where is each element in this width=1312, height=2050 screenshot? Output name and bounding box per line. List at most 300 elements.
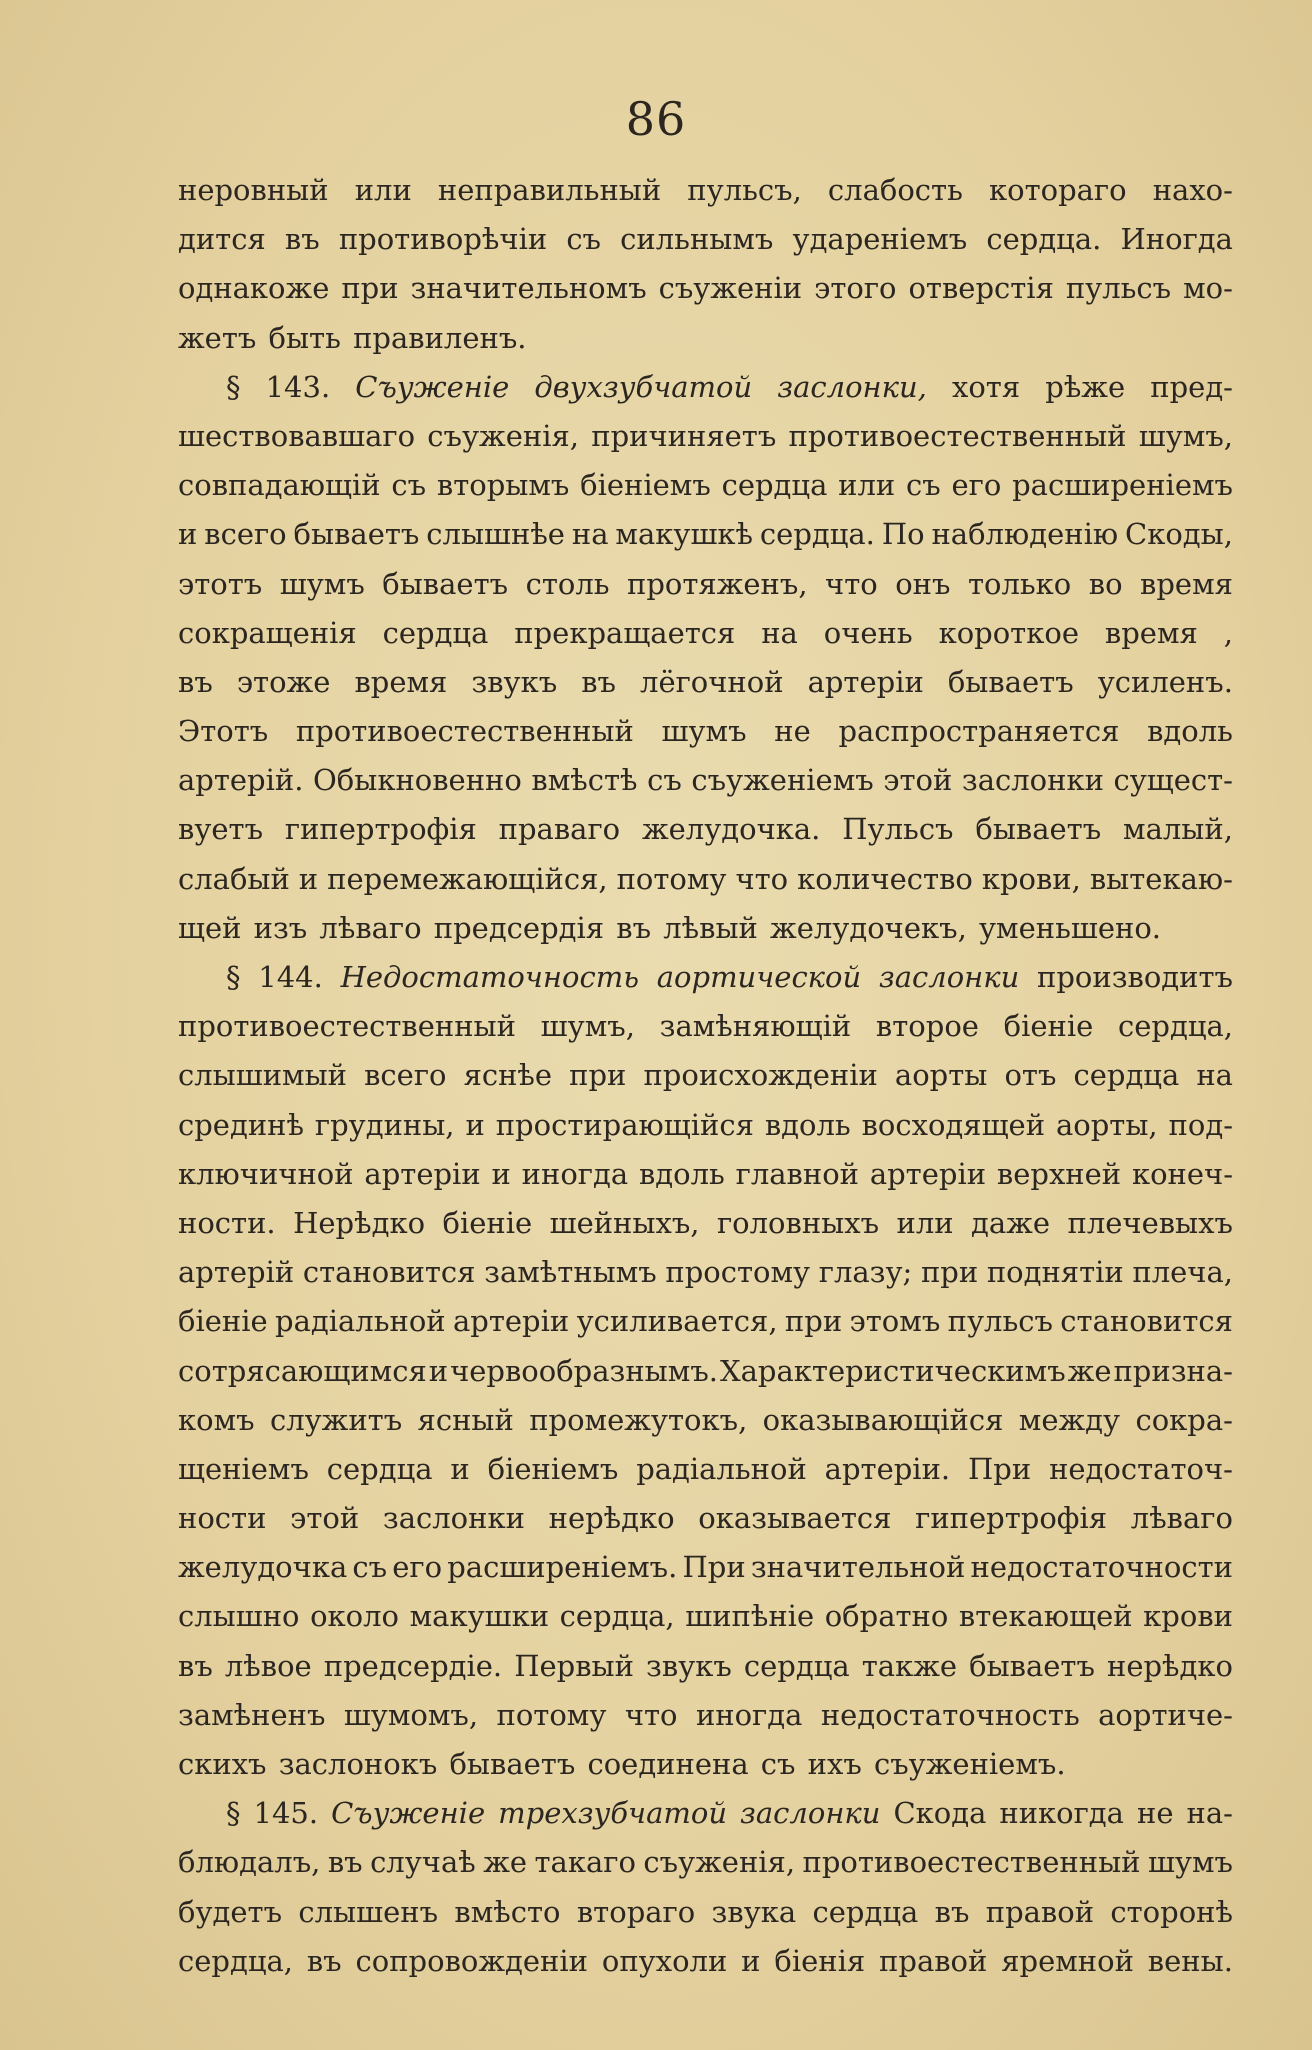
word: съ [566,222,602,257]
word: сердца, [178,1943,293,1978]
text-line [178,1691,1233,1740]
italic-heading-word: Съуженіе [331,1796,486,1831]
word: сердца. [759,517,875,552]
word: съ [760,1747,796,1781]
word: и [465,1107,485,1142]
word: артерій. [178,763,304,798]
word: бываетъ [969,1648,1095,1683]
word: біеніе [1003,1009,1094,1044]
word: При [682,1550,746,1585]
word: артеріи [364,1156,481,1191]
word: шейныхъ, [549,1205,700,1240]
word: съ [391,468,427,503]
word: становится [302,1255,476,1290]
word: По [881,517,925,552]
word: быть [268,320,341,355]
word: лѣваго [319,910,422,945]
word: противорѣчіи [338,222,548,257]
word: этоже [236,664,331,699]
word: щей [178,910,242,945]
word: на [761,615,798,650]
text-line [178,560,1233,609]
word: заслонокъ [278,1747,438,1781]
word: опухоли [601,1943,728,1978]
word: потому [616,861,727,896]
word: замѣненъ [178,1697,326,1732]
word: при [341,271,399,306]
word: сердца [812,1894,919,1929]
word: время [354,664,448,699]
word: при [920,1255,979,1290]
word: же [1067,1353,1112,1388]
word: слабый [178,861,290,896]
word: этомъ [849,1304,941,1339]
word: и [450,1451,470,1486]
word: сокра- [1135,1402,1233,1437]
word: вдоль [1147,714,1233,749]
word: случаѣ [370,1845,476,1880]
word: замѣняющій [659,1009,852,1044]
word: его [951,468,1002,503]
word: сердца [382,615,489,650]
word: слышнѣе [426,517,565,552]
text-line [178,1297,1233,1346]
word: сущест- [1113,763,1233,798]
text-line [178,1494,1233,1543]
word: грудины, [314,1107,455,1142]
word: сердца [721,468,828,503]
body-text [178,166,1233,1986]
word: артерій [178,1255,295,1290]
word: блюдалъ, [178,1845,321,1880]
text-line [178,707,1233,756]
word: гипертрофія [915,1501,1108,1536]
word: При [968,1451,1032,1486]
text-line [178,363,1233,412]
word: или [354,173,412,207]
word: пред- [1150,369,1233,404]
word: пульсъ [947,1304,1053,1339]
word: на [1196,1058,1233,1093]
word: , [1223,615,1233,650]
word: уменьшено. [978,910,1162,945]
word: звука [711,1894,797,1929]
word: иногда [521,1156,629,1191]
word: слышенъ [298,1894,439,1929]
word: короткое [938,615,1079,650]
word: мо- [1183,271,1233,306]
word: плеча, [1132,1255,1233,1290]
word: котораго [988,173,1127,207]
text-line [178,658,1233,707]
text-line [178,1789,1233,1838]
word: усиливается, [576,1304,778,1339]
word: правой [985,1894,1095,1929]
word: лѣвое [224,1648,312,1683]
word: сердца, [559,1599,675,1634]
word: радіальной [275,1304,446,1339]
word: сопровожденіи [355,1943,588,1978]
word: значительномъ [410,271,647,306]
word: ности [178,1501,267,1536]
text-line [178,1150,1233,1199]
word: крови, [981,861,1081,896]
word: сотрясающимся [178,1353,427,1388]
word: этотъ [178,566,263,601]
word: во [1088,566,1123,601]
text-line [178,1937,1233,1986]
word: или [838,468,896,503]
word: ясный [417,1402,514,1437]
word: Скода [893,1796,987,1831]
word: пульсъ, [687,173,802,207]
word: совпадающій [178,468,381,503]
word: предсердіе. [323,1648,503,1683]
word: восходящей [861,1107,1046,1142]
word: въ [306,1943,342,1978]
word: промежутокъ, [529,1402,748,1437]
word: значительной [750,1550,966,1585]
word: нерѣдко [548,1501,675,1536]
word: оказывается [698,1501,892,1536]
word: головныхъ [716,1205,880,1240]
word: нерѣдко [1107,1648,1233,1683]
word: причиняетъ [591,418,777,453]
word: артеріи [807,664,924,699]
word: желудочекъ, [770,910,967,945]
word: Скоды, [1125,517,1233,552]
text-line [178,1642,1233,1691]
word: артеріи. [824,1451,951,1486]
word: 145. [253,1796,319,1831]
word: под- [1168,1107,1233,1142]
text-line [178,1002,1233,1051]
word: плечевыхъ [1067,1205,1233,1240]
word: въ [327,1845,363,1880]
text-line [178,953,1233,1002]
word: недостаточности [970,1550,1233,1585]
word: звукъ [471,664,558,699]
italic-heading-word: заслонки, [777,369,927,404]
text-line [178,1248,1233,1297]
word: въ [178,1648,213,1683]
word: бываетъ [975,812,1102,847]
word: біеніемъ [487,1451,619,1486]
word: сердца [326,1451,433,1486]
word: иногда [695,1697,803,1732]
word: бываетъ [293,517,420,552]
word: червообразнымъ. [450,1353,718,1388]
word: праваго [498,812,621,847]
word: съуженіи [658,271,803,306]
word: шумъ, [1138,418,1233,453]
word: поднятіи [986,1255,1124,1290]
word: противоестественный [788,418,1127,453]
page-number: 86 [625,92,687,146]
word: что [735,861,789,896]
word: втораго [576,1894,696,1929]
word: главной [735,1156,859,1191]
word: противоестественный [178,1009,516,1044]
word: обратно [824,1599,949,1634]
word: біеніе [178,1304,268,1339]
word: и [178,517,198,552]
word: шумомъ, [343,1697,479,1732]
word: и [428,1353,449,1388]
word: скихъ [178,1747,267,1781]
italic-heading-word: трехзубчатой [498,1796,728,1831]
word: ности. [178,1205,276,1240]
word: протяженъ, [627,566,808,601]
word: ключичной [178,1156,354,1191]
word: яремной [1001,1943,1134,1978]
word: сердца, [1118,1009,1233,1044]
text-line [178,412,1233,461]
word: потому [496,1697,607,1732]
word: хотя [951,369,1021,404]
word: на- [1186,1796,1233,1831]
word: сокращенія [178,615,357,650]
word: заслонки [382,1501,525,1536]
word: лѣваго [1130,1501,1233,1536]
word: втекающей [958,1599,1133,1634]
word: съуженія, [427,418,580,453]
text-line [178,1838,1233,1887]
text-line [178,314,1233,363]
text-line [178,461,1233,510]
text-line [178,264,1233,313]
word: только [967,566,1072,601]
word: столь [525,566,610,601]
word: съуженіемъ [691,763,874,798]
word: сердца [1073,1058,1180,1093]
word: производитъ [1037,960,1233,994]
word: противоестественный [295,714,634,749]
word: вдоль [638,1156,725,1191]
word: слабость [827,173,963,207]
word: и [298,861,319,896]
word: верхней [996,1156,1122,1191]
word: всего [364,1058,447,1093]
word: очень [823,615,913,650]
word: рѣже [1045,369,1126,404]
word: біенія [774,1943,866,1978]
word: аорты [894,1058,988,1093]
word: 144. [258,960,323,994]
word: количество [797,861,973,896]
word: прекращается [514,615,736,650]
word: не [774,714,811,749]
word: желудочка. [641,812,821,847]
word: звукъ [646,1648,732,1683]
word: шумъ, [540,1009,635,1044]
word: становится [1060,1304,1233,1339]
word: отверстія [908,271,1054,306]
word: заслонки [961,763,1104,798]
word: § [226,960,241,994]
word: съ [647,763,682,798]
text-line [178,1101,1233,1150]
word: Пульсъ [842,812,954,847]
text-line [178,1592,1233,1641]
word: гипертрофія [284,812,477,847]
word: шипѣніе [685,1599,815,1634]
word: недостаточность [820,1697,1080,1732]
word: бываетъ [449,1747,576,1781]
word: срединѣ [178,1107,304,1142]
word: сердца [743,1648,850,1683]
word: правой [879,1943,988,1978]
word: что [825,566,878,601]
word: яснѣе [463,1058,553,1093]
word: съ [906,468,941,503]
word: ихъ [807,1747,862,1781]
word: вдоль [764,1107,851,1142]
text-line [178,855,1233,904]
word: этого [814,271,897,306]
word: простому [665,1255,811,1290]
word: призна- [1113,1353,1233,1388]
word: неровный [178,173,329,207]
word: глазу; [818,1255,913,1290]
word: въ [934,1894,970,1929]
italic-heading-word: аортической [656,960,862,994]
word: вмѣстѣ [531,763,638,798]
italic-heading-word: Съуженіе [355,369,510,404]
word: же [483,1845,528,1880]
word: шествовавшаго [178,418,416,453]
word: малый, [1123,812,1233,847]
word: вены. [1147,1943,1233,1978]
word: предсердія [433,910,605,945]
word: біеніемъ [580,468,711,503]
word: отъ [1004,1058,1057,1093]
word: простирающійся [495,1107,754,1142]
word: лёгочной [640,664,784,699]
word: шумъ [279,566,365,601]
word: происхожденіи [643,1058,878,1093]
word: Характеристическимъ [719,1353,1066,1388]
word: или [896,1205,954,1240]
word: перемежающійся, [327,861,608,896]
word: время [1104,615,1198,650]
word: недостаточ- [1049,1451,1233,1486]
word: Нерѣдко [293,1205,426,1240]
word: шумъ [661,714,747,749]
word: однакоже [178,271,330,306]
word: крови [1143,1599,1233,1634]
word: Этотъ [178,714,269,749]
word: онъ [895,566,951,601]
word: комъ [178,1402,255,1437]
word: Иногда [1120,222,1233,257]
word: аортиче- [1098,1697,1233,1732]
word: около [310,1599,400,1634]
word: бываетъ [382,566,509,601]
word: даже [971,1205,1051,1240]
word: наблюденію [931,517,1119,552]
text-line [178,215,1233,264]
word: въ [284,222,320,257]
word: сильнымъ [620,222,774,257]
word: также [861,1648,958,1683]
word: на [571,517,609,552]
text-line [178,1543,1233,1592]
word: усиленъ. [1097,664,1233,699]
text-line [178,756,1233,805]
word: жетъ [178,320,257,355]
word: съуженіемъ. [873,1747,1066,1781]
word: нахо- [1152,173,1233,207]
word: пульсъ [1065,271,1172,306]
word: макушкѣ [615,517,754,552]
word: расширеніемъ [1012,468,1233,503]
word: всего [204,517,287,552]
word: Обыкновенно [313,763,522,798]
word: радіальной [636,1451,807,1486]
italic-heading-word: двухзубчатой [534,369,753,404]
word: между [1018,1402,1121,1437]
word: съ [352,1550,388,1585]
text-line [178,1445,1233,1494]
word: изъ [253,910,308,945]
word: правиленъ. [353,320,527,355]
word: артеріи [453,1304,570,1339]
word: служитъ [269,1402,403,1437]
word: этой [883,763,953,798]
word: слышно [178,1599,300,1634]
word: его [392,1550,443,1585]
word: 143. [265,369,331,404]
word: расширеніемъ. [447,1550,678,1585]
word: въ [581,664,616,699]
word: этой [290,1501,360,1536]
word: время [1140,566,1233,601]
word: вуетъ [178,812,264,847]
word: при [569,1058,627,1093]
word: удареніемъ [792,222,968,257]
text-line [178,609,1233,658]
word: распространяется [838,714,1120,749]
word: замѣтнымъ [484,1255,657,1290]
word: съуженія, [643,1845,796,1880]
text-line [178,166,1233,215]
word: Первый [514,1648,634,1683]
word: соединена [587,1747,749,1781]
word: слышимый [178,1058,348,1093]
word: § [226,369,241,404]
word: при [784,1304,843,1339]
text-line [178,805,1233,854]
text-line [178,1888,1233,1937]
word: никогда [999,1796,1124,1831]
text-line [178,904,1233,953]
word: въ [178,664,213,699]
word: противоестественный [802,1845,1141,1880]
word: біеніе [442,1205,533,1240]
text-line [178,510,1233,559]
italic-heading-word: заслонки [878,960,1020,994]
text-line [178,1199,1233,1248]
word: не [1136,1796,1174,1831]
word: сердца. [986,222,1102,257]
word: желудочка [178,1550,348,1585]
word: оказывающійся [762,1402,1004,1437]
word: конеч- [1131,1156,1233,1191]
text-line [178,1396,1233,1445]
word: что [624,1697,678,1732]
text-line [178,1347,1233,1396]
